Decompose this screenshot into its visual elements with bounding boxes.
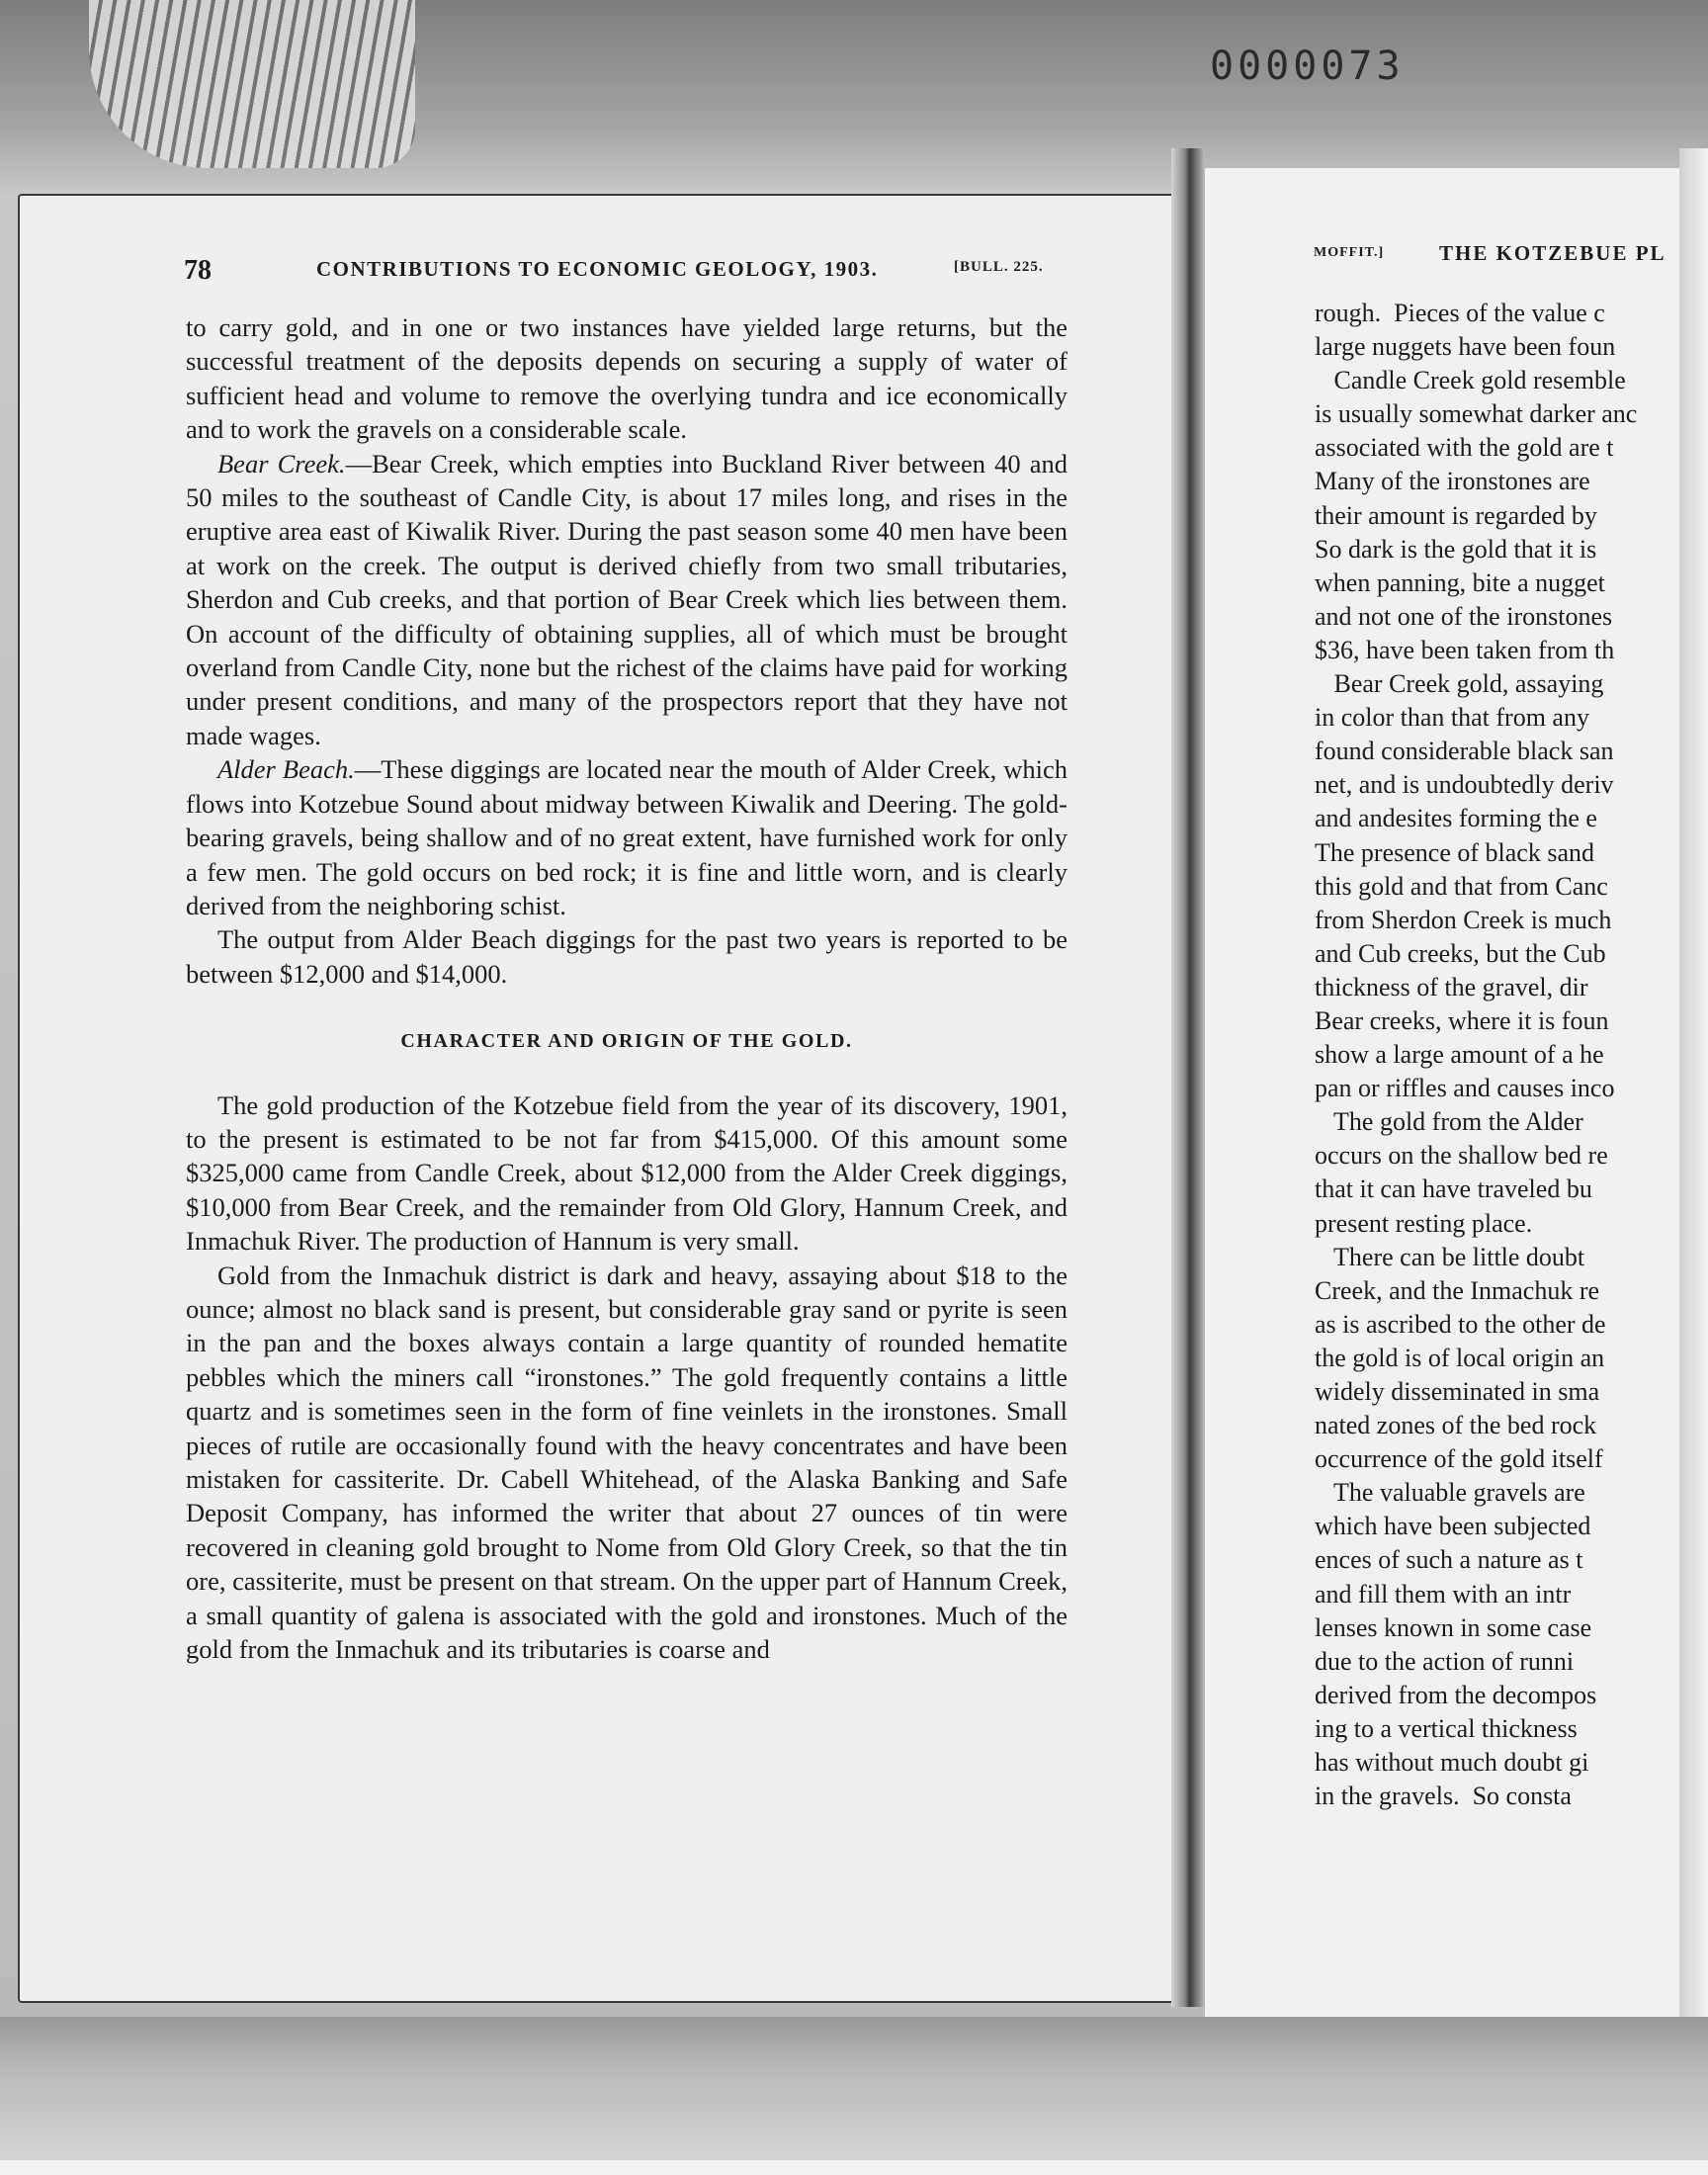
thumb-shadow [89, 0, 415, 168]
paragraph-continued: to carry gold, and in one or two instances have yielded large returns, but the successful treatment of the deposits depends on securing a supply of water of sufficient head and volume to remove the overlying tundra and ice economically and to work the gravels on a considerable scale. [186, 312, 1068, 445]
right-author-head: MOFFIT.] [1314, 245, 1385, 260]
right-page-line: Creek, and the Inmachuk re [1315, 1275, 1600, 1305]
right-page-line: show a large amount of a he [1315, 1040, 1604, 1070]
running-title: CONTRIBUTIONS TO ECONOMIC GEOLOGY, 1903. [316, 257, 879, 281]
paragraph-alder-output: The output from Alder Beach diggings for the past two years is reported to be between $12,000 and $14,000. [186, 924, 1068, 989]
right-page-line: Many of the ironstones are [1315, 467, 1590, 496]
right-page-line: from Sherdon Creek is much [1315, 905, 1612, 934]
paragraph-alder-beach [186, 752, 1068, 922]
right-page-line: So dark is the gold that it is [1315, 534, 1597, 564]
right-page-line: and Cub creeks, but the Cub [1315, 938, 1606, 968]
alder-beach-title: Alder Beach. [217, 754, 355, 785]
alder-beach-text: —These diggings are located near the mouth of Alder Creek, which flows into Kotzebue Sound about midway between Kiwalik and Deering. The gold-bearing gravels, being shallow and of no great extent, have furnished work for only a few men. The gold occurs on bed rock; it is fine and little worn, and is clearly derived from the neighboring schist. [186, 754, 1068, 920]
right-page-line: found considerable black san [1315, 737, 1614, 766]
scan-bottom-strip [0, 2017, 1708, 2175]
right-page-line: is usually somewhat darker anc [1315, 399, 1638, 429]
right-page-line: this gold and that from Canc [1315, 871, 1608, 901]
right-page-line: There can be little doubt [1315, 1242, 1585, 1271]
right-page-line: in the gravels. So consta [1315, 1782, 1572, 1811]
right-page-line: $36, have been taken from th [1315, 635, 1615, 664]
right-page-line: associated with the gold are t [1315, 433, 1614, 463]
right-page-line: large nuggets have been foun [1315, 332, 1616, 362]
paragraph-bear-creek [186, 447, 1068, 753]
bear-creek-text: —Bear Creek, which empties into Buckland River between 40 and 50 miles to the southeast of Candle City, is about 17 miles long, and rises in the eruptive area east of Kiwalik River. During the past season some 40 men have been at work on the creek. The output is derived chiefly from two small tributaries, Sherdon and Cub creeks, and that portion of Bear Creek which lies between them. On account of the difficulty of obtaining supplies, all of which must be brought overland from Candle City, none but the richest of the claims have paid for working under present conditions, and many of the prospectors report that they have not made wages. [186, 448, 1068, 750]
right-page-clip [1205, 168, 1671, 2017]
right-page-line: Candle Creek gold resemble [1315, 366, 1626, 395]
right-page-line: which have been subjected [1315, 1512, 1591, 1541]
right-page-line: due to the action of runni [1315, 1646, 1575, 1676]
right-page-line: ing to a vertical thickness [1315, 1713, 1578, 1743]
right-page-line: pan or riffles and causes inco [1315, 1074, 1615, 1103]
right-page-line: The presence of black sand [1315, 837, 1594, 867]
right-page-line: nated zones of the bed rock [1315, 1411, 1597, 1440]
scan-bottom-edge [0, 2160, 1708, 2175]
right-page-edge [1679, 148, 1708, 2027]
bear-creek-title: Bear Creek. [217, 448, 346, 478]
right-page-text [1315, 297, 1671, 1813]
paragraph-inmachuk: Gold from the Inmachuk district is dark and heavy, assaying about $18 to the ounce; almost no black sand is present, but considerable gray sand or pyrite is seen in the pan and the boxes always contain a large quantity of rounded hematite pebbles which the miners call “ironstones.” The gold frequently contains a little quartz and is sometimes seen in the form of fine veinlets in the ironstones. Small pieces of rutile are occasionally found with the heavy concentrates and have been mistaken for cassiterite. Dr. Cabell Whitehead, of the Alaska Banking and Safe Deposit Company, has informed the writer that about 27 ounces of tin were recovered in cleaning gold brought to Nome from Old Glory Creek, so that the tin ore, cassiterite, must be present on that stream. On the upper part of Hannum Creek, a small quantity of galena is associated with the gold and ironstones. Much of the gold from the Inmachuk and its tributaries is coarse and [186, 1260, 1068, 1665]
right-page-line: as is ascribed to the other de [1315, 1309, 1606, 1339]
right-page-line: Bear creeks, where it is foun [1315, 1005, 1609, 1035]
right-page-line: occurs on the shallow bed re [1315, 1141, 1608, 1171]
right-page-line: Bear Creek gold, assaying [1315, 669, 1604, 699]
right-page-line: in color than that from any [1315, 703, 1589, 733]
right-page-line: present resting place. [1315, 1208, 1533, 1238]
right-page-line: when panning, bite a nugget [1315, 567, 1605, 597]
right-page-line: occurrence of the gold itself [1315, 1444, 1603, 1474]
paragraph-production: The gold production of the Kotzebue field from the year of its discovery, 1901, to the present is estimated to be not far from $415,000. Of this amount some $325,000 came from Candle Creek, about $12,000 from the Alder Creek diggings, $10,000 from Bear Creek, and the remainder from Old Glory, Hannum Creek, and Inmachuk River. The production of Hannum is very small. [186, 1089, 1068, 1257]
archive-stamp: 0000073 [1210, 44, 1405, 89]
right-page-line: and fill them with an intr [1315, 1579, 1572, 1609]
right-page-line: rough. Pieces of the value c [1315, 299, 1605, 327]
right-page-line: lenses known in some case [1315, 1612, 1592, 1642]
book-gutter [1171, 148, 1205, 2007]
right-page-line: has without much doubt gi [1315, 1748, 1589, 1778]
right-page-line: derived from the decompos [1315, 1680, 1597, 1709]
bulletin-reference: [BULL. 225. [954, 259, 1044, 275]
right-page-line: ences of such a nature as t [1315, 1545, 1583, 1575]
right-page-line: and not one of the ironstones [1315, 601, 1613, 631]
right-page-line: the gold is of local origin an [1315, 1343, 1605, 1372]
left-page-text [186, 310, 1068, 1666]
page-number: 78 [184, 255, 212, 286]
right-page-line: net, and is undoubtedly deriv [1315, 770, 1614, 800]
right-page-line: and andesites forming the e [1315, 804, 1597, 833]
right-page-line: that it can have traveled bu [1315, 1174, 1592, 1204]
right-running-title: THE KOTZEBUE PL [1439, 241, 1666, 265]
right-page-line: widely disseminated in sma [1315, 1377, 1600, 1406]
right-page-line: thickness of the gravel, dir [1315, 972, 1588, 1001]
section-heading: CHARACTER AND ORIGIN OF THE GOLD. [400, 1030, 853, 1053]
right-page-line: their amount is regarded by [1315, 500, 1597, 530]
right-page-line: The gold from the Alder [1315, 1107, 1583, 1137]
right-page-line: The valuable gravels are [1315, 1478, 1585, 1508]
